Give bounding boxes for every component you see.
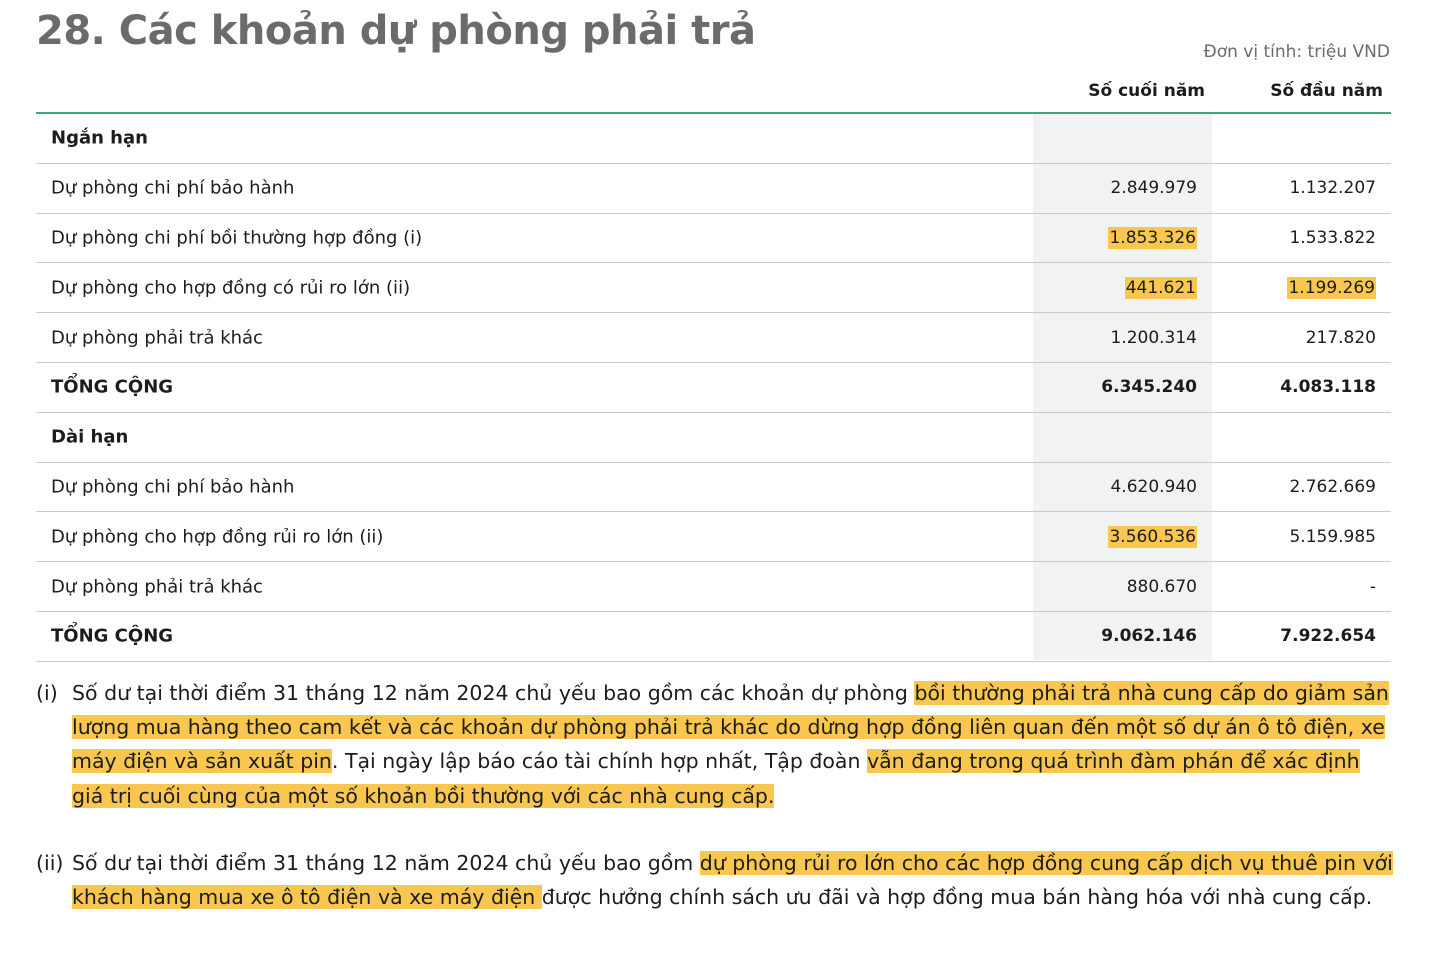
end-year-value: 4.620.940	[1110, 476, 1197, 497]
end-year-value: 441.621	[1125, 277, 1196, 298]
row-label: Dự phòng chi phí bảo hành	[51, 476, 295, 498]
table-row	[36, 164, 1391, 214]
highlighted-text: vẫn đang trong quá trình đàm phán để xác định giá trị cuối cùng của một số khoản bồi thường với các nhà cung cấp.	[72, 749, 1360, 808]
end-year-value: 880.670	[1126, 576, 1197, 597]
row-label: TỔNG CỘNG	[51, 625, 174, 647]
end-year-value: 6.345.240	[1101, 377, 1197, 398]
provisions-table	[36, 74, 1391, 662]
row-label: Dài hạn	[51, 426, 129, 448]
page-title: 28. Các khoản dự phòng phải trả	[36, 8, 756, 54]
start-year-value: 7.922.654	[1280, 626, 1376, 647]
start-year-value: 2.762.669	[1289, 476, 1376, 497]
table-row	[36, 313, 1391, 363]
table-row	[36, 263, 1391, 313]
footnote-text: Số dư tại thời điểm 31 tháng 12 năm 2024 chủ yếu bao gồm các khoản dự phòng	[72, 681, 915, 705]
row-label: Dự phòng phải trả khác	[51, 576, 263, 598]
start-year-value: -	[1369, 576, 1376, 597]
end-year-value: 1.853.326	[1109, 227, 1196, 248]
total-row-short-term	[36, 363, 1391, 413]
footnote-text: Số dư tại thời điểm 31 tháng 12 năm 2024 chủ yếu bao gồm	[72, 850, 700, 875]
end-year-value: 1.200.314	[1110, 327, 1197, 348]
column-header-end-year: Số cuối năm	[1088, 81, 1205, 101]
table-row	[36, 562, 1391, 612]
footnote-marker: (ii)	[36, 850, 64, 875]
row-label: Dự phòng cho hợp đồng rủi ro lớn (ii)	[51, 526, 384, 548]
end-year-value: 3.560.536	[1109, 526, 1196, 547]
highlighted-text: dự phòng rủi ro lớn cho các hợp đồng cung cấp dịch vụ thuê pin với khách hàng mua xe ô tô điện và xe máy điện	[72, 850, 1393, 910]
unit-note: Đơn vị tính: triệu VND	[1203, 42, 1390, 62]
row-label: Dự phòng phải trả khác	[51, 327, 263, 349]
footnotes	[36, 676, 1396, 914]
start-year-value: 1.199.269	[1288, 277, 1375, 298]
end-year-value: 9.062.146	[1101, 626, 1197, 647]
row-label: Dự phòng cho hợp đồng có rủi ro lớn (ii)	[51, 277, 411, 299]
end-year-value: 2.849.979	[1110, 178, 1197, 199]
total-row-long-term	[36, 612, 1391, 662]
column-header-start-year: Số đầu năm	[1270, 81, 1383, 101]
start-year-value: 5.159.985	[1289, 526, 1376, 547]
table-row	[36, 214, 1391, 264]
start-year-value: 1.533.822	[1289, 227, 1376, 248]
footnote-i	[36, 676, 1396, 813]
highlighted-text: bồi thường phải trả nhà cung cấp do giảm sản lượng mua hàng theo cam kết và các khoản dự phòng phải trả khác do dừng hợp đồng liên quan đến một số dự án ô tô điện, xe máy điện và sản xuất pin	[72, 681, 1389, 774]
footnote-text: . Tại ngày lập báo cáo tài chính hợp nhất, Tập đoàn	[331, 749, 867, 774]
start-year-value: 1.132.207	[1289, 178, 1376, 199]
table-row	[36, 463, 1391, 513]
footnote-text: được hưởng chính sách ưu đãi và hợp đồng mua bán hàng hóa với nhà cung cấp.	[541, 885, 1373, 910]
section-row-long-term	[36, 413, 1391, 463]
start-year-value: 217.820	[1305, 327, 1376, 348]
row-label: Dự phòng chi phí bảo hành	[51, 177, 295, 199]
footnote-ii	[36, 846, 1396, 914]
table-row	[36, 512, 1391, 562]
footnote-marker: (i)	[36, 681, 58, 705]
table-header	[36, 74, 1391, 114]
row-label: TỔNG CỘNG	[51, 376, 174, 398]
row-label: Dự phòng chi phí bồi thường hợp đồng (i)	[51, 227, 423, 249]
row-label: Ngắn hạn	[51, 127, 148, 149]
start-year-value: 4.083.118	[1280, 377, 1376, 398]
section-row-short-term	[36, 114, 1391, 164]
